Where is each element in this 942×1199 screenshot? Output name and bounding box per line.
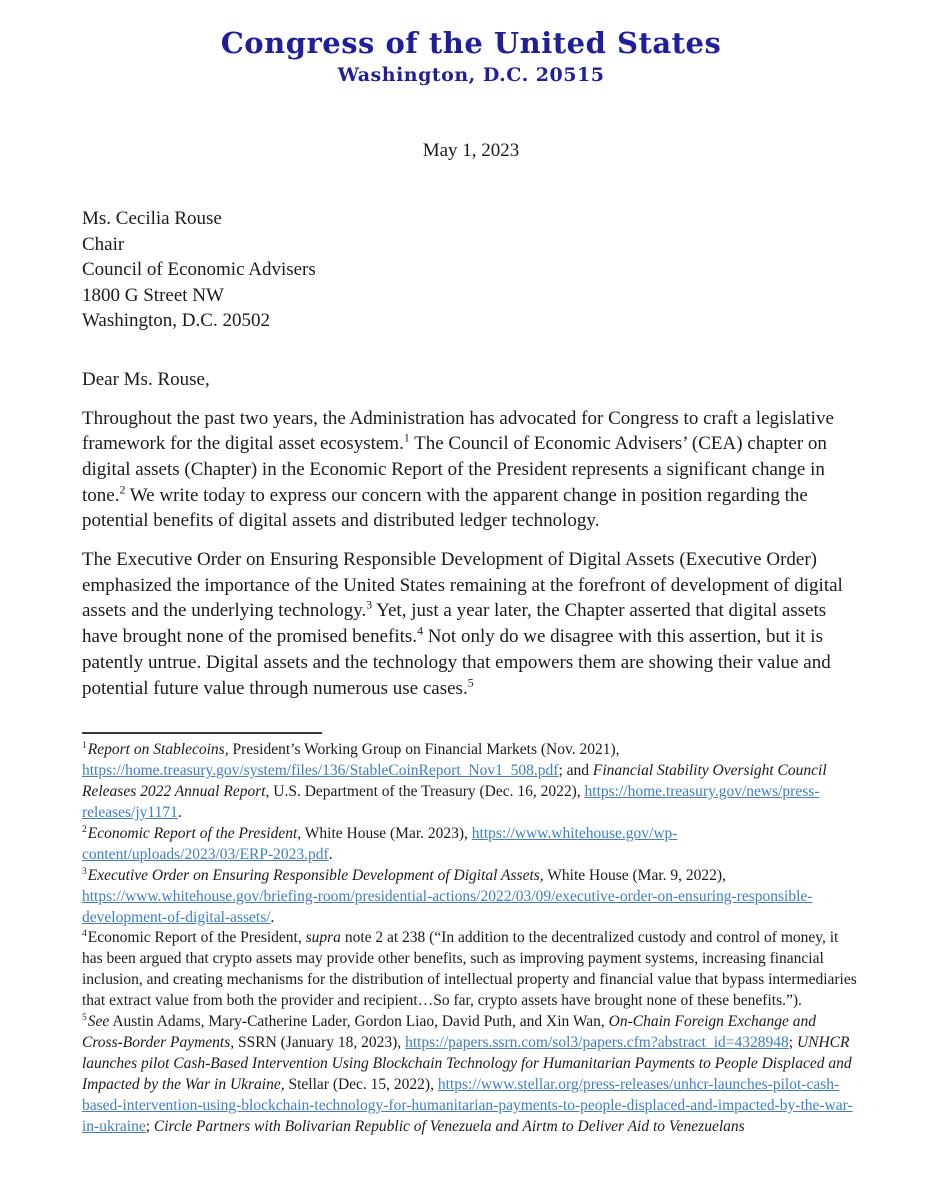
text-segment: White House (Mar. 9, 2022),	[543, 866, 726, 884]
footnote-text	[82, 825, 677, 863]
footnote-marker: 2	[82, 823, 87, 835]
footnote-text	[82, 1013, 853, 1135]
text-segment: Economic Report of the President,	[87, 929, 306, 947]
footnote-marker: 5	[82, 1011, 87, 1023]
italic-text: See	[87, 1013, 110, 1031]
letterhead-subtitle: Washington, D.C. 20515	[337, 64, 605, 86]
footnote-separator	[82, 732, 322, 734]
text-segment: .	[270, 908, 275, 926]
letterhead	[82, 26, 860, 88]
footnote-ref: 5	[467, 676, 474, 690]
body-paragraph	[82, 547, 860, 701]
address-line: Chair	[82, 233, 125, 255]
footnote-link[interactable]: https://www.stellar.org/press-releases/unhcr-launches-pilot-cash-based-intervention-using-blockchain-technology-for-humanitarian-payments-to-people-displaced-and-impacted-by-the-war-in-ukraine	[82, 1075, 853, 1135]
text-segment: Austin Adams, Mary-Catherine Lader, Gordon Liao, David Puth, and Xin Wan,	[109, 1013, 609, 1031]
text-segment: .	[177, 804, 182, 822]
address-line: Washington, D.C. 20502	[82, 310, 270, 332]
text-segment: .	[328, 845, 333, 863]
footnote-ref: 4	[417, 624, 423, 638]
text-segment: note 2 at 238 (“In addition to the decentralized custody and control of money, it has been argued that crypto assets may provide other benefits, such as improving payment systems, increasing financial inclusion, and creating mechanisms for the distribution of intellectual property and financial value that bypass intermediaries that extract value from both the provider and recipient…So far, crypto assets have brought none of these benefits.”).	[82, 929, 857, 1010]
italic-text: On-Chain Foreign Exchange and Cross-Border Payments,	[82, 1013, 817, 1051]
italic-text: Circle Partners with Bolivarian Republic of Venezuela and Airtm to Deliver Aid to Venezuelans	[153, 1117, 745, 1135]
footnote-link[interactable]: https://home.treasury.gov/system/files/136/StableCoinReport_Nov1_508.pdf	[82, 762, 559, 780]
text-segment: We write today to express our concern with the apparent change in position regarding the potential benefits of digital assets and distributed ledger technology.	[82, 484, 808, 532]
text-segment: The Executive Order on Ensuring Responsible Development of Digital Assets (Executive Order) emphasized the importance of the United States remaining at the forefront of development of digital assets and the underlying technology.	[82, 549, 843, 622]
recipient-address	[82, 206, 860, 334]
letterhead-title: Congress of the United States	[220, 26, 722, 60]
text-segment: The Council of Economic Advisers’ (CEA) chapter on digital assets (Chapter) in the Economic Report of the President represents a significant change in tone.	[82, 433, 827, 506]
footnote-marker: 1	[82, 740, 87, 752]
italic-text: Economic Report of the President	[87, 824, 298, 842]
footnote-link[interactable]: https://home.treasury.gov/news/press-releases/jy1171	[82, 783, 820, 822]
footnote-ref: 3	[366, 599, 373, 613]
footnote	[82, 824, 860, 866]
text-segment: SSRN (January 18, 2023),	[234, 1033, 406, 1051]
text-segment: ;	[788, 1033, 797, 1051]
footnote	[82, 1012, 860, 1137]
footnote-marker: 4	[82, 928, 87, 940]
text-segment: ; and	[558, 762, 593, 780]
text-segment: ;	[145, 1117, 154, 1135]
footnote-text	[82, 867, 812, 926]
footnote-link[interactable]: https://www.whitehouse.gov/briefing-room/presidential-actions/2022/03/09/executive-order-on-ensuring-responsible-development-of-digital-assets/	[82, 887, 813, 926]
text-segment: Throughout the past two years, the Administration has advocated for Congress to craft a legislative framework for the digital asset ecosystem.	[82, 407, 834, 455]
text-segment: Not only do we disagree with this assertion, but it is patently untrue. Digital assets and the technology that empowers them are showing their value and potential future value through numerous use cases.	[82, 626, 831, 699]
italic-text: UNHCR launches pilot Cash-Based Intervention Using Blockchain Technology for Humanitarian Payments to People Displaced and Impacted by the War in Ukraine,	[82, 1033, 852, 1093]
address-line: 1800 G Street NW	[82, 284, 224, 306]
body-paragraph	[82, 406, 860, 535]
footnote	[82, 740, 860, 824]
footnote-text	[82, 741, 827, 821]
footnote	[82, 928, 860, 1012]
text-segment: Stellar (Dec. 15, 2022),	[284, 1075, 438, 1093]
italic-text: supra	[305, 929, 341, 947]
text-segment: , White House (Mar. 2023),	[297, 824, 472, 842]
address-line: Ms. Cecilia Rouse	[82, 208, 222, 229]
footnote-link[interactable]: https://www.whitehouse.gov/wp-content/uploads/2023/03/ERP-2023.pdf	[82, 824, 678, 863]
footnote-text	[82, 929, 857, 1009]
italic-text: Financial Stability Oversight Council Releases 2022 Annual Report,	[82, 762, 827, 801]
text-segment: Yet, just a year later, the Chapter asserted that digital assets have brought none of the promised benefits.	[82, 600, 827, 648]
address-line: Council of Economic Advisers	[82, 259, 316, 281]
footnotes-section	[82, 740, 860, 1137]
footnote-ref: 2	[119, 483, 126, 497]
footnote-ref: 1	[403, 431, 410, 445]
italic-text: Report on Stablecoins,	[87, 741, 229, 759]
text-segment: U.S. Department of the Treasury (Dec. 16, 2022),	[269, 783, 585, 801]
salutation: Dear Ms. Rouse,	[82, 368, 210, 390]
letter-date: May 1, 2023	[422, 140, 520, 161]
footnote-marker: 3	[82, 865, 87, 877]
footnote	[82, 866, 860, 929]
italic-text: Executive Order on Ensuring Responsible Development of Digital Assets,	[87, 866, 544, 884]
footnote-link[interactable]: https://papers.ssrn.com/sol3/papers.cfm?abstract_id=4328948	[405, 1033, 789, 1051]
text-segment: President’s Working Group on Financial Markets (Nov. 2021),	[228, 741, 620, 759]
